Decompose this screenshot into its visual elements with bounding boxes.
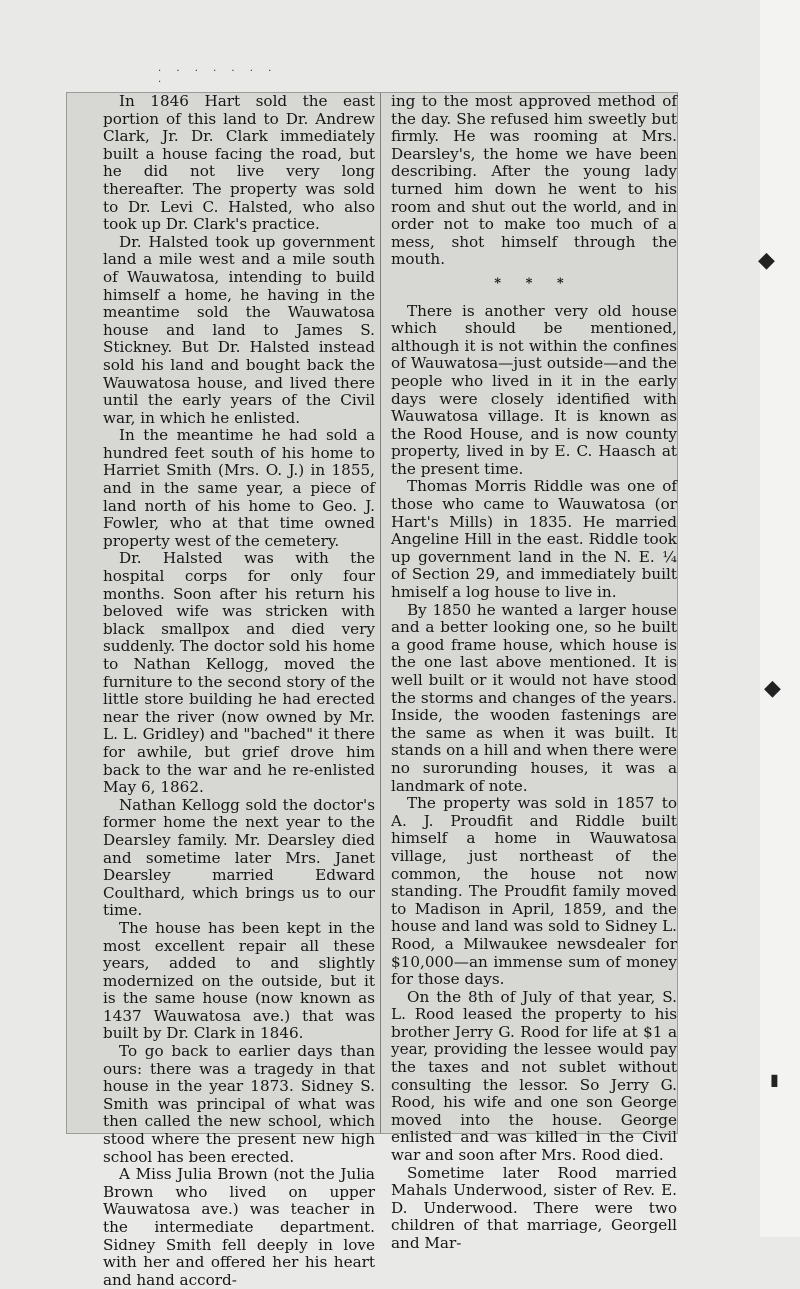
paragraph: Thomas Morris Riddle was one of those who came to Wauwatosa (or Hart's Mills) in 1835. He married Angeline Hill in the east. Riddle took up government land in the N. E. ¼ of Section 29, and immediately built hmiself a log house to live in. (391, 477, 677, 602)
paragraph: In 1846 Hart sold the east portion of this land to Dr. Andrew Clark, Jr. Dr. Clark immediately built a house facing the road, but he did not live very long thereafter. The property was sold to Dr. Levi C. Halsted, who also took up Dr. Clark's practice. (103, 92, 375, 234)
paragraph: A Miss Julia Brown (not the Julia Brown who lived on upper Wauwatosa ave.) was teacher in the intermediate department. Sidney Smith fell deeply in love with her and offered her his heart and hand accord- (103, 1165, 375, 1289)
punch-holes: · · · · · · · · (158, 66, 278, 88)
paragraph: On the 8th of July of that year, S. L. Rood leased the property to his brother Jerry G. Rood for life at $1 a year, providing the lessee would pay the taxes and not sublet without consulting the lessor. So Jerry G. Rood, his wife and one son George moved into the house. George enlisted and was killed in the Civil war and soon after Mrs. Rood died. (391, 987, 677, 1165)
newspaper-clipping (66, 92, 678, 1289)
paragraph: Sometime later Rood married Mahals Underwood, sister of Rev. E. D. Underwood. There were two children of that marriage, Georgell and Mar- (391, 1163, 677, 1252)
page-edge (760, 0, 800, 1237)
paragraph: The property was sold in 1857 to A. J. Proudfit and Riddle built himself a home in Wauwatosa village, just northeast of the common, the house not now standing. The Proudfit family moved to Madison in April, 1859, and the house and land was sold to Sidney L. Rood, a Milwaukee newsdealer for $10,000—an immense sum of money for those days. (391, 794, 677, 989)
paragraph: To go back to earlier days than ours: there was a tragedy in that house in the year 1873. Sidney S. Smith was principal of what was then called the new school, which stood where the present new high school has been erected. (103, 1042, 375, 1166)
edge-mark: ◆ (764, 676, 781, 701)
paragraph: By 1850 he wanted a larger house and a better looking one, so he built a good frame house, which house is the one last above mentioned. It is well built or it would not have stood the storms and changes of the years. Inside, the wooden fastenings are the same as when it was built. It stands on a hill and when there were no surorunding houses, it was a landmark of note. (391, 600, 677, 795)
column-divider (380, 93, 381, 1133)
paragraph: Dr. Halsted took up government land a mile west and a mile south of Wauwatosa, intending to build himself a home, he having in the meantime sold the Wauwatosa house and land to James S. Stickney. But Dr. Halsted instead sold his land and bought back the Wauwatosa house, and lived there until the early years of the Civil war, in which he enlisted. (103, 232, 375, 427)
column-left (103, 92, 375, 1289)
section-separator: * * * (494, 275, 574, 291)
edge-mark: ▮ (770, 1070, 779, 1089)
paragraph: In the meantime he had sold a hundred feet south of his home to Harriet Smith (Mrs. O. J.) in 1855, and in the same year, a piece of land north of his home to Geo. J. Fowler, who at that time owned property west of the cemetery. (103, 426, 375, 550)
paragraph-continued: ing to the most approved method of the day. She refused him sweetly but firmly. He was rooming at Mrs. Dearsley's, the home we have been describing. After the young lady turned him down he went to his room and shut out the world, and in order not to make too much of a mess, shot himself through the mouth. (391, 92, 677, 269)
paragraph: Dr. Halsted was with the hospital corps for only four months. Soon after his return his beloved wife was stricken with black smallpox and died very suddenly. The doctor sold his home to Nathan Kellogg, moved the furniture to the second story of the little store building he had erected near the river (now owned by Mr. L. L. Gridley) and "bached" it there for awhile, but grief drove him back to the war and he re-enlisted May 6, 1862. (103, 549, 375, 797)
paragraph: The house has been kept in the most excellent repair all these years, added to and slightly modernized on the outside, but it is the same house (now known as 1437 Wauwatosa ave.) that was built by Dr. Clark in 1846. (103, 918, 375, 1043)
column-right (391, 92, 677, 1252)
paragraph: There is another very old house which should be mentioned, although it is not within the confines of Wauwatosa—just outside—and the people who lived in it in the early days were closely identified with Wauwatosa village. It is known as the Rood House, and is now county property, lived in by E. C. Haasch at the present time. (391, 301, 677, 478)
edge-mark: ◆ (758, 248, 775, 273)
paragraph: Nathan Kellogg sold the doctor's former home the next year to the Dearsley family. Mr. Dearsley died and sometime later Mrs. Janet Dearsley married Edward Coulthard, which brings us to our time. (103, 795, 375, 920)
